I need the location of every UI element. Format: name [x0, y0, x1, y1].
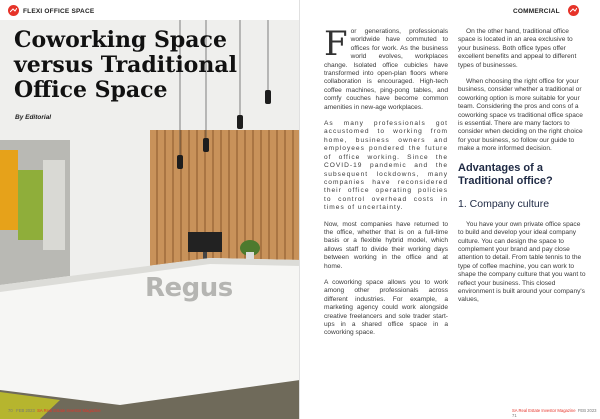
- body-paragraph: A coworking space allows you to work among other professionals across different industries. For example, a marketing agency could work alongside creative freelancers and sole trader start-ups in a shared office space in a coworking space.: [324, 278, 448, 337]
- body-paragraph: When choosing the right office for your business, consider whether a traditional or coworking option is more suitable for your team. Considering the pros and cons of a coworking space vs traditional office space is essential. There are many factors to consider when deciding on the right choice for your business, so follow our guide to make a more informed decision.: [458, 78, 583, 153]
- brand-arrow-icon: [568, 5, 579, 16]
- section-label-right: COMMERCIAL: [513, 8, 560, 15]
- intro-paragraph: For generations, professionals worldwide have commuted to offices for work. As the business world evolves, workplaces change. Isolated office cubicles have transformed into open-plan floors where collaboration is encouraged. High-tech coffee machines, ping-pong tables, and comfy couches have become common amenities in new-age workplaces.: [324, 24, 448, 111]
- footer-date-left: FEB 2023: [16, 408, 35, 413]
- body-paragraph: You have your own private office space to build and develop your ideal company culture. You can design the space to complement your brand and pay close attention to detail. From table tennis to the type of coffee machine, you can work to shape the company culture that you want to reflect your business. This closed environment is built around your company's values,: [458, 220, 586, 304]
- article-column-1: [324, 24, 448, 346]
- article-byline: By Editorial: [15, 114, 52, 121]
- footer-publication-right: SA Real Estate Investor Magazine: [512, 408, 576, 413]
- footer-publication-left: SA Real Estate Investor Magazine: [37, 408, 101, 413]
- drop-cap: F: [324, 24, 348, 64]
- footer-left: [8, 408, 101, 413]
- article-headline: Coworking Space versus Traditional Office Space: [14, 27, 237, 103]
- page-number-right: 71: [512, 413, 517, 418]
- page-number-left: 70: [8, 408, 13, 413]
- body-paragraph: Now, most companies have returned to the office, whether that is on a full-time basis or a flexible hybrid model, which allows staff to divide their working days between working in the office and at home.: [324, 220, 448, 270]
- section-heading: Advantages of a Traditional office?: [458, 161, 553, 187]
- brand-arrow-icon: [8, 5, 19, 16]
- subsection-heading: 1. Company culture: [458, 197, 550, 210]
- body-paragraph: On the other hand, traditional office space is located in an area exclusive to your business. Both office types offer excellent benefits and appeal to different types of businesses.: [458, 28, 577, 69]
- regus-sign: Regus: [145, 273, 233, 303]
- section-label-left: FLEXI OFFICE SPACE: [23, 8, 95, 15]
- article-column-2: [458, 28, 586, 313]
- footer-date-right: FEB 2023: [577, 408, 597, 413]
- footer-right: [512, 408, 600, 418]
- body-paragraph: As many professionals got accustomed to working from home, business owners and employees pondered the future of office working. Since the COVID-19 pandemic and the subsequent lockdowns, many companies have reconsidered their office operating policies to control overhead costs in times of uncertainty.: [324, 120, 448, 212]
